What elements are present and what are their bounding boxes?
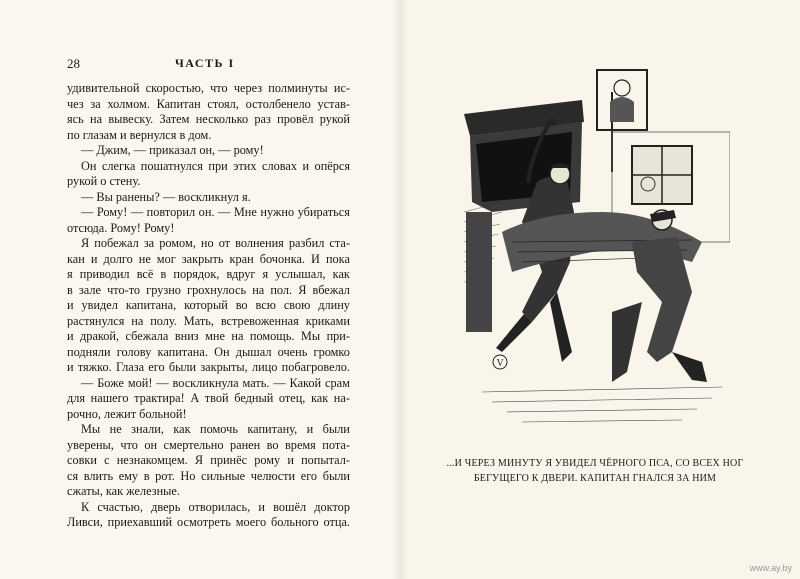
word: рому	[254, 453, 281, 467]
text-line	[67, 112, 350, 128]
word: пол.	[270, 282, 293, 297]
word: с	[104, 453, 110, 467]
word: на	[131, 313, 144, 328]
word: и	[302, 158, 310, 173]
word: были	[322, 468, 350, 483]
word: счастью,	[97, 499, 143, 514]
word: нужно	[260, 205, 295, 219]
word: услышал,	[275, 267, 326, 281]
word: грохнулось	[187, 282, 247, 297]
word: долго	[103, 251, 133, 266]
text-line: рочно, лежит больной!	[67, 406, 187, 421]
word: в	[67, 282, 73, 297]
word: смертельно	[163, 437, 224, 452]
word: А	[190, 391, 200, 405]
word: капитану,	[247, 422, 298, 436]
word: опёрся	[314, 158, 350, 173]
word: вошёл	[273, 499, 307, 514]
word: удивительной	[67, 81, 140, 95]
word: тяжко.	[77, 360, 112, 374]
word: при	[208, 158, 228, 173]
word: рукой	[319, 112, 350, 126]
word: капитана.	[157, 344, 208, 359]
word: громко	[313, 344, 350, 359]
part-title: ЧАСТЬ I	[175, 56, 235, 70]
word: вниз	[174, 329, 199, 343]
word: И	[311, 251, 320, 266]
word: грузно	[146, 282, 181, 297]
illustrator-monogram: V	[496, 358, 504, 369]
word: пока	[325, 251, 350, 266]
text-line	[67, 360, 350, 376]
word: бедный	[234, 391, 274, 405]
word: побежал	[94, 236, 139, 250]
word: попытал-	[301, 453, 350, 467]
word: слегка	[101, 158, 136, 173]
word: его	[300, 468, 318, 483]
word: незнакомцем.	[116, 453, 188, 467]
word: кран	[229, 251, 254, 266]
word: но	[200, 236, 214, 250]
word: подняли	[67, 344, 111, 359]
word: закрыты,	[200, 360, 248, 374]
word: отца.	[323, 515, 350, 529]
text-line	[67, 236, 350, 252]
text-line: сжаты, как железные.	[67, 484, 180, 498]
word: устав-	[317, 96, 350, 111]
word: вывеску.	[108, 112, 154, 126]
word: порядок,	[173, 267, 220, 281]
word: —	[81, 205, 94, 219]
word: и	[90, 251, 98, 266]
word: ранен	[229, 437, 261, 452]
word: мать.	[242, 375, 270, 390]
word: были	[168, 360, 197, 374]
word: несколько	[195, 112, 249, 126]
word: сбежала	[125, 329, 169, 343]
text-line	[67, 298, 350, 314]
text-line	[67, 97, 350, 113]
word: и	[67, 298, 74, 312]
word: —	[81, 375, 94, 390]
word: и	[287, 453, 294, 467]
word: —	[130, 205, 144, 219]
book-gutter	[392, 0, 408, 579]
word: срам	[325, 375, 350, 390]
text-line	[67, 159, 350, 175]
word: мог	[156, 251, 176, 266]
word: я	[67, 267, 73, 281]
word: встревоженная	[220, 313, 299, 328]
word: при-	[326, 329, 350, 343]
word: твой	[204, 391, 229, 405]
word: Я	[81, 236, 90, 250]
text-line	[67, 391, 350, 407]
word: провёл	[277, 112, 314, 126]
word: на	[252, 282, 265, 297]
word: капитана,	[125, 298, 177, 312]
word: знали,	[131, 422, 164, 436]
word: скоростью,	[145, 81, 204, 95]
word: и	[258, 499, 265, 514]
word: трактира!	[134, 391, 185, 405]
word: что	[210, 81, 228, 95]
word: увидел	[81, 298, 118, 312]
word: растянулся	[67, 313, 125, 328]
word: я	[262, 267, 269, 281]
text-line	[67, 438, 350, 454]
word: лицо	[251, 360, 278, 374]
word: этих	[233, 158, 257, 173]
word: Я	[298, 282, 307, 297]
word: от	[218, 236, 231, 250]
word: чез	[67, 96, 84, 111]
word: и	[306, 422, 314, 436]
word: кан	[67, 251, 85, 266]
word: приводил	[79, 267, 130, 281]
word: за	[90, 96, 101, 111]
caption-line-2: БЕГУЩЕГО К ДВЕРИ. КАПИТАН ГНАЛСЯ ЗА НИМ	[473, 473, 717, 484]
running-header	[67, 56, 352, 74]
word: помощь.	[249, 329, 295, 343]
text-line	[67, 314, 350, 330]
word: Боже	[97, 375, 124, 390]
word: для	[67, 391, 86, 405]
text-line: отсюда. Рому! Рому!	[67, 220, 175, 235]
text-line	[67, 205, 350, 221]
word: в	[160, 267, 167, 281]
word: пошатнулся	[140, 158, 203, 173]
word: раз	[254, 112, 271, 126]
watermark: www.ay.by	[749, 563, 792, 573]
word: ис-	[333, 81, 350, 95]
word: не	[109, 422, 122, 436]
word: как	[173, 422, 191, 436]
word: воскликнула	[172, 375, 239, 390]
text-line	[67, 81, 350, 97]
word: очень	[277, 344, 308, 359]
word: холмом.	[107, 96, 150, 111]
word: —	[156, 375, 169, 390]
word: Но	[180, 468, 196, 483]
word: моего	[235, 515, 267, 529]
word: дышал	[235, 344, 272, 359]
word: голову	[116, 344, 152, 359]
word: за	[143, 236, 155, 250]
word: который	[184, 298, 228, 312]
word: зале	[78, 282, 101, 297]
word: на	[231, 329, 244, 343]
word: Глаза	[115, 360, 145, 374]
body-text	[67, 81, 350, 531]
word: криками	[305, 313, 350, 328]
word: длину	[318, 298, 350, 312]
word: свою	[283, 298, 311, 312]
text-line: — Вы ранены? — воскликнул я.	[81, 189, 251, 204]
text-line	[67, 453, 350, 469]
word: на-	[333, 391, 350, 405]
word: он	[144, 437, 158, 452]
word: пота-	[322, 437, 350, 452]
word: Мать,	[183, 313, 214, 328]
word: Рому!	[96, 205, 128, 219]
word: что-то	[107, 282, 141, 297]
word: Мы	[81, 422, 101, 436]
word: больного	[271, 515, 319, 529]
word: челюсти	[250, 468, 296, 483]
word: Он	[81, 158, 97, 173]
text-line	[67, 267, 350, 283]
word: время	[284, 437, 316, 452]
word: через	[233, 81, 263, 95]
word: всё	[136, 267, 154, 281]
word: Ливси,	[67, 515, 103, 529]
word: нашего	[90, 391, 129, 405]
word: что	[120, 437, 138, 452]
word: всю	[255, 298, 276, 312]
word: остолбенело	[245, 96, 311, 111]
word: ясь	[67, 112, 84, 126]
word: и	[67, 329, 74, 343]
word: мой!	[127, 375, 153, 390]
word: разбил	[288, 236, 325, 250]
word: отворилась,	[188, 499, 251, 514]
word: побагровело.	[281, 360, 350, 374]
word: уверены,	[67, 437, 114, 452]
word: —	[218, 205, 231, 219]
text-line	[67, 500, 350, 516]
word: Капитан	[156, 96, 201, 111]
text-line	[67, 376, 350, 392]
word: отец,	[278, 391, 306, 405]
text-line: по глазам и вернулся в дом.	[67, 127, 212, 142]
word: закрыть	[181, 251, 224, 266]
word: стоял,	[207, 96, 239, 111]
word: дракой,	[80, 329, 120, 343]
word: Мне	[233, 205, 257, 219]
word: во	[266, 437, 279, 452]
text-line	[67, 252, 350, 268]
text-line: рукой о стену.	[67, 174, 141, 188]
word: как	[310, 391, 329, 405]
page-number: 28	[67, 56, 80, 71]
illustration-black-dog-chase	[462, 62, 730, 442]
word: совки	[67, 453, 97, 467]
word: ему	[118, 468, 139, 483]
text-line	[67, 515, 350, 531]
word: в	[143, 468, 150, 483]
word: осмотреть	[177, 515, 231, 529]
text-line: — Джим, — приказал он, — рому!	[81, 143, 264, 157]
word: рот.	[155, 468, 175, 483]
word: Какой	[289, 375, 322, 390]
word: как	[332, 267, 350, 281]
word: Затем	[159, 112, 190, 126]
word: убираться	[297, 205, 350, 219]
word: вдруг	[226, 267, 256, 281]
word: Мы	[300, 329, 321, 343]
illustration-caption	[440, 456, 750, 486]
word: приехавший	[107, 515, 173, 529]
text-line	[67, 469, 350, 485]
word: не	[138, 251, 151, 266]
word: Он	[214, 344, 230, 359]
word: волнения	[235, 236, 284, 250]
word: дверь	[151, 499, 181, 514]
word: полминуты	[268, 81, 328, 95]
word: и	[67, 360, 74, 374]
word: влить	[83, 468, 114, 483]
word: бочонка.	[259, 251, 306, 266]
caption-line-1: ...И ЧЕРЕЗ МИНУТУ Я УВИДЕЛ ЧЁРНОГО ПСА, СО ВСЕХ НОГ	[446, 458, 744, 469]
word: доктор	[314, 499, 350, 514]
text-line	[67, 283, 350, 299]
word: вбежал	[312, 282, 350, 297]
word: на	[90, 112, 103, 126]
word: помочь	[200, 422, 238, 436]
word: принёс	[210, 453, 248, 467]
word: во	[235, 298, 248, 312]
word: —	[273, 375, 286, 390]
text-line	[67, 422, 350, 438]
word: сильные	[201, 468, 246, 483]
word: ся	[67, 468, 79, 483]
word: его	[148, 360, 165, 374]
word: повторил	[146, 205, 196, 219]
word: К	[81, 499, 90, 514]
word: полу.	[150, 313, 177, 328]
word: ромом,	[159, 236, 196, 250]
word: словах	[262, 158, 298, 173]
word: были	[322, 422, 350, 436]
word: мне	[205, 329, 225, 343]
word: ста-	[329, 236, 350, 250]
text-line	[67, 345, 350, 361]
word: Я	[194, 453, 204, 467]
text-line	[67, 329, 350, 345]
word: он.	[198, 205, 215, 219]
